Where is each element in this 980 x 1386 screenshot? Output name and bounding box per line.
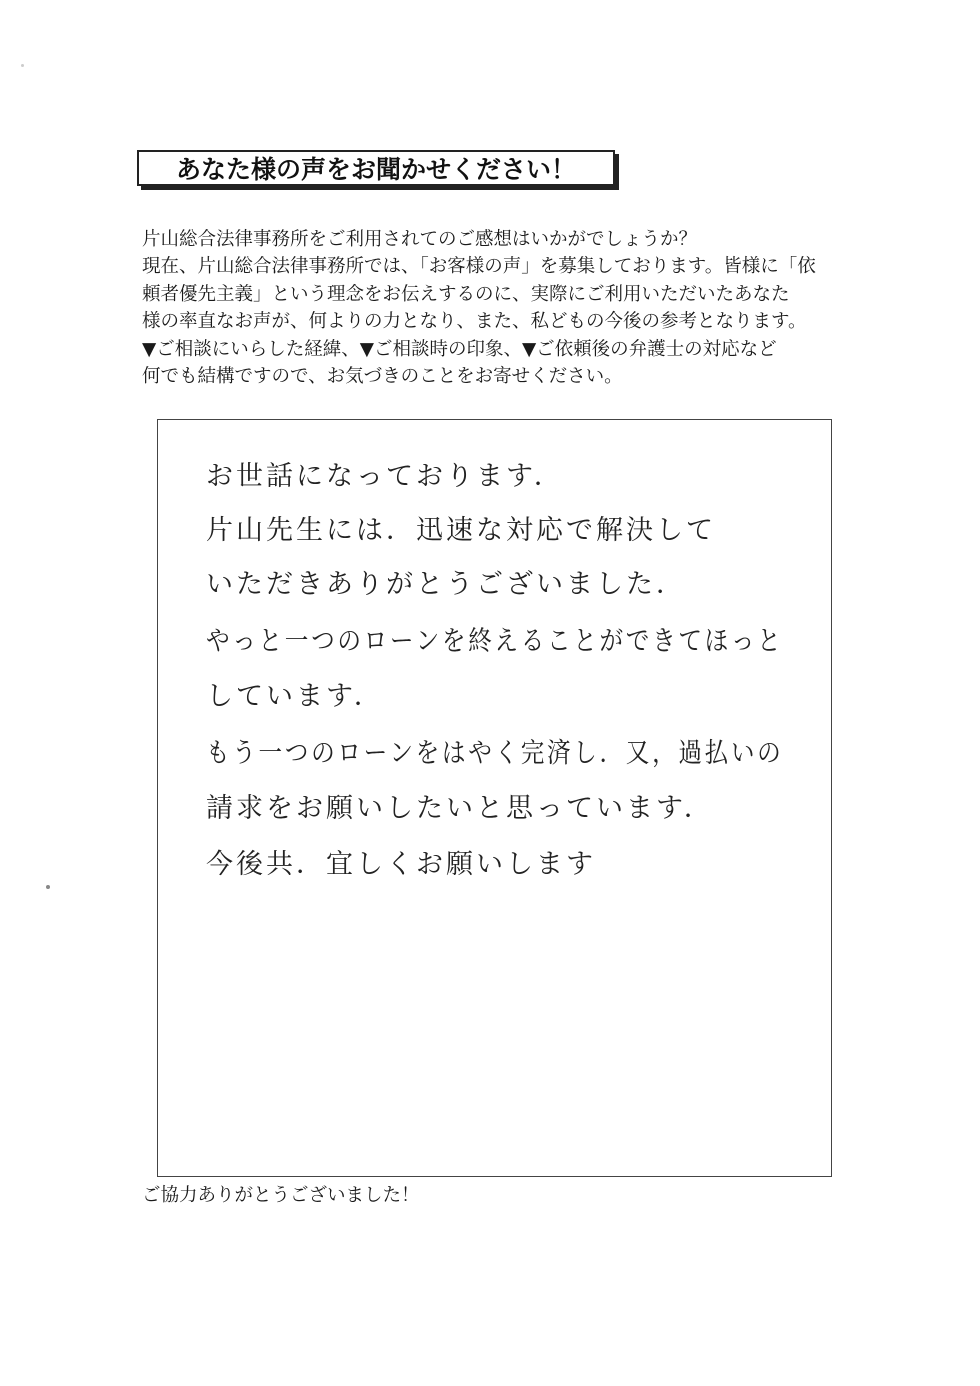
handwritten-line: やっと一つのローンを終えることができてほっと [206, 626, 784, 657]
intro-line: 何でも結構ですので、お気づきのことをお寄せください。 [142, 365, 623, 387]
handwritten-line: 片山先生には．迅速な対応で解決して [206, 515, 716, 546]
intro-line: 頼者優先主義」という理念をお伝えするのに、実際にご利用いただいたあなた [142, 283, 790, 305]
intro-line: 片山総合法律事務所をご利用されてのご感想はいかがでしょうか？ [142, 229, 698, 250]
intro-line: ▼ご相談にいらした経緯、▼ご相談時の印象、▼ご依頼後の弁護士の対応など [142, 338, 777, 360]
scan-speck [21, 64, 24, 67]
intro-line: 現在、片山総合法律事務所では、「お客様の声」を募集しております。皆様に「依 [142, 256, 816, 278]
handwritten-line: いただきありがとうございました． [206, 569, 686, 600]
scan-speck [46, 885, 50, 889]
handwritten-message-box [157, 419, 832, 1177]
handwritten-line: もう一つのローンをはやく完済し．又，過払いの [206, 738, 784, 769]
handwritten-line: お世話になっております． [206, 461, 564, 492]
handwritten-line: 今後共．宜しくお願いします [206, 849, 596, 880]
handwritten-line: しています． [206, 681, 384, 712]
title-box [137, 150, 615, 186]
page-title: あなた様の声をお聞かせください！ [175, 155, 576, 184]
thank-you-footer: ご協力ありがとうございました！ [142, 1185, 420, 1206]
intro-text [142, 226, 852, 390]
intro-line: 様の率直なお声が、何よりの力となり、また、私どもの今後の参考となります。 [142, 311, 807, 333]
handwritten-line: 請求をお願いしたいと思っています． [206, 793, 714, 824]
